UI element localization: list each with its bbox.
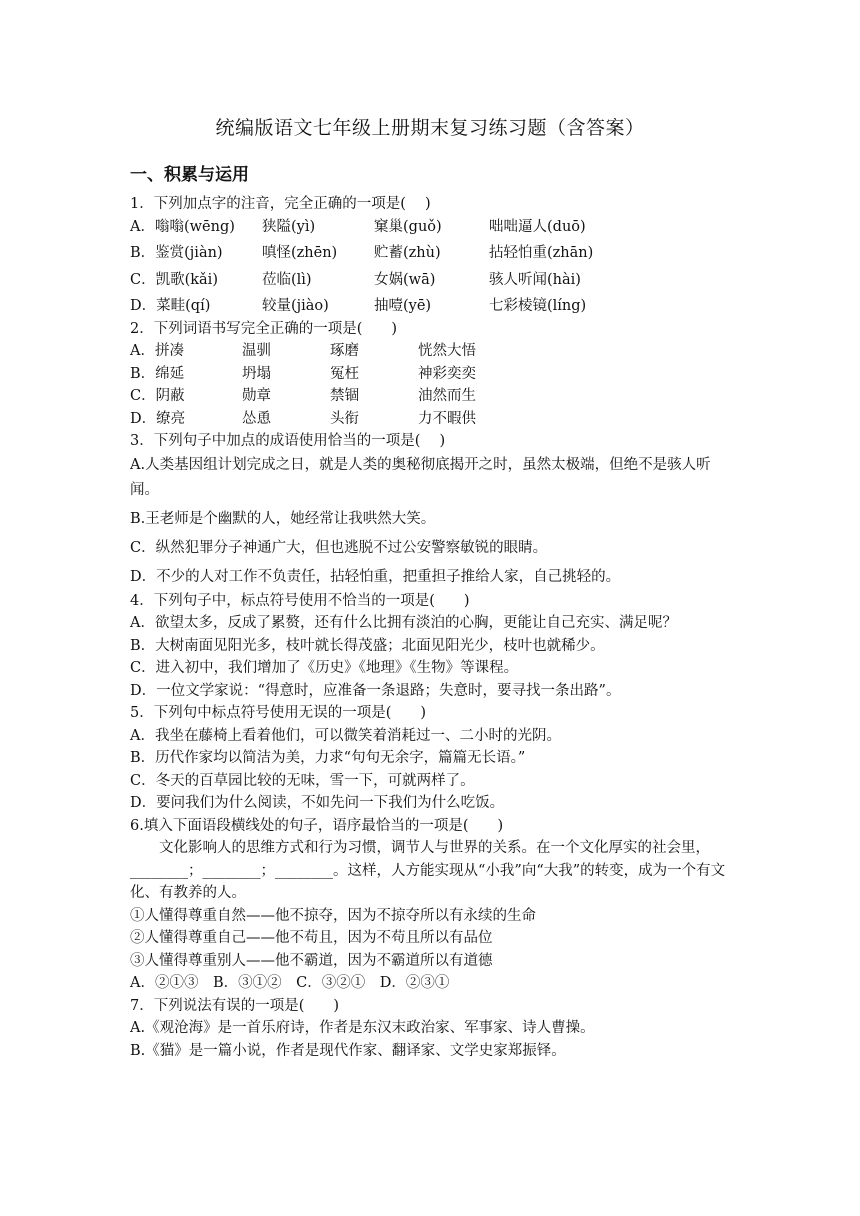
option-cell: 坍塌 (242, 365, 271, 382)
option-cell: 琢磨 (330, 343, 359, 359)
question-3-stem: 3．下列句子中加点的成语使用恰当的一项是( ) (130, 433, 446, 449)
option-cell: 勋章 (242, 388, 271, 404)
option-cell: 女娲(wā) (374, 271, 436, 288)
option-cell: 油然而生 (418, 388, 476, 404)
option-cell: D．缭亮 (130, 410, 186, 427)
option-cell: 嗔怪(zhēn) (262, 245, 338, 261)
option-cell: 莅临(lì) (262, 271, 312, 288)
question-6-options: A．②①③ B．③①② C．③②① D．②③① (130, 975, 450, 991)
option-cell: C．阴蔽 (130, 388, 185, 404)
question-2-stem: 2．下列词语书写完全正确的一项是( ) (130, 320, 398, 337)
question-5-option-d: D．要问我们为什么阅读，不如先问一下我们为什么吃饭。 (130, 795, 505, 811)
option-cell: 骇人听闻(hài) (489, 271, 581, 288)
question-3-option-b: B.王老师是个幽默的人，她经常让我哄然大笑。 (130, 510, 436, 527)
question-4-option-a: A．欲望太多，反成了累赘，还有什么比拥有淡泊的心胸，更能让自己充实、满足呢？ (130, 615, 677, 631)
question-1-option-a (130, 216, 730, 239)
option-cell: A．拼凑 (130, 343, 184, 359)
option-cell: B．绵延 (130, 365, 185, 382)
question-6-item: ①人懂得尊重自然——他不掠夺，因为不掠夺所以有永续的生命 (130, 907, 536, 924)
question-2-option-b (130, 363, 730, 386)
question-4-option-d: D．一位文学家说：“得意时，应准备一条退路；失意时，要寻找一条出路”。 (130, 682, 621, 699)
question-3-option-c: C．纵然犯罪分子神通广大，但也逃脱不过公安警察敏锐的眼睛。 (130, 539, 548, 556)
option-cell: 怂恿 (242, 410, 271, 427)
option-cell: 力不暇供 (418, 410, 476, 427)
question-5-stem: 5．下列句中标点符号使用无误的一项是( ) (130, 705, 427, 721)
option-cell: 恍然大悟 (418, 343, 476, 359)
option-cell: 窠巢(guǒ) (374, 218, 442, 235)
option-cell: A．嗡嗡(wēng) (130, 218, 235, 235)
option-cell: B．鉴赏(jiàn) (130, 245, 223, 261)
question-1-option-b (130, 242, 730, 265)
question-2-option-d (130, 408, 730, 431)
option-cell: D．菜畦(qí) (130, 298, 211, 314)
question-5-option-c: C．冬天的百草园比较的无味，雪一下，可就两样了。 (130, 772, 475, 789)
option-cell: 狭隘(yì) (262, 218, 316, 235)
question-3-option-d: D．不少的人对工作不负责任，拈轻怕重，把重担子推给人家，自己挑轻的。 (130, 568, 621, 585)
question-7-option-b: B.《猫》是一篇小说，作者是现代作家、翻译家、文学史家郑振铎。 (130, 1042, 566, 1059)
question-6-item: ②人懂得尊重自己——他不苟且，因为不苟且所以有品位 (130, 930, 493, 946)
option-cell: 抽噎(yē) (374, 298, 432, 314)
question-7-stem: 7．下列说法有误的一项是( ) (130, 997, 340, 1014)
option-cell: 头衔 (330, 410, 359, 427)
option-cell: 咄咄逼人(duō) (489, 218, 586, 235)
question-1-stem: 1．下列加点字的注音，完全正确的一项是( ) (130, 196, 431, 212)
document-body (130, 193, 730, 1062)
option-cell: 禁锢 (330, 388, 359, 404)
question-6-stem: 6.填入下面语段横线处的句子，语序最恰当的一项是( ) (130, 817, 504, 834)
question-6-item: ③人懂得尊重别人——他不霸道，因为不霸道所以有道德 (130, 952, 493, 969)
question-6-passage: 文化影响人的思维方式和行为习惯，调节人与世界的关系。在一个文化厚实的社会里，________；________；________。这样，人方能实现从“小我”向“大我”的转变，成为一个有文化、有教养的人。 (130, 840, 726, 901)
option-cell: 冤枉 (330, 365, 359, 382)
option-cell: 温驯 (242, 343, 271, 359)
question-5-option-a: A．我坐在藤椅上看着他们，可以微笑着消耗过一、二小时的光阴。 (130, 727, 561, 744)
option-cell: 贮蓄(zhù) (374, 245, 441, 261)
question-2-option-a (130, 340, 730, 363)
question-1-option-c (130, 269, 730, 292)
question-4-option-c: C．进入初中，我们增加了《历史》《地理》《生物》等课程。 (130, 660, 519, 676)
question-3-option-a: A.人类基因组计划完成之日，就是人类的奥秘彻底揭开之时，虽然太极端，但绝不是骇人听闻。 (130, 456, 711, 498)
question-4-stem: 4．下列句子中，标点符号使用不恰当的一项是( ) (130, 592, 470, 609)
option-cell: C．凯歌(kǎi) (130, 271, 218, 288)
question-2-option-c (130, 385, 730, 408)
question-7-option-a: A.《观沧海》是一首乐府诗，作者是东汉末政治家、军事家、诗人曹操。 (130, 1020, 595, 1036)
document-title: 统编版语文七年级上册期末复习练习题（含答案） (215, 117, 645, 139)
question-1-option-d (130, 295, 730, 318)
option-cell: 神彩奕奕 (418, 365, 476, 382)
section-heading: 一、积累与运用 (130, 165, 249, 185)
question-4-option-b: B．大树南面见阳光多，枝叶就长得茂盛；北面见阳光少，枝叶也就稀少。 (130, 637, 605, 654)
option-cell: 七彩棱镜(líng) (489, 298, 587, 314)
option-cell: 拈轻怕重(zhān) (489, 245, 594, 261)
question-5-option-b: B．历代作家均以简洁为美，力求“句句无余字，篇篇无长语。” (130, 750, 526, 766)
option-cell: 较量(jiào) (262, 298, 329, 314)
